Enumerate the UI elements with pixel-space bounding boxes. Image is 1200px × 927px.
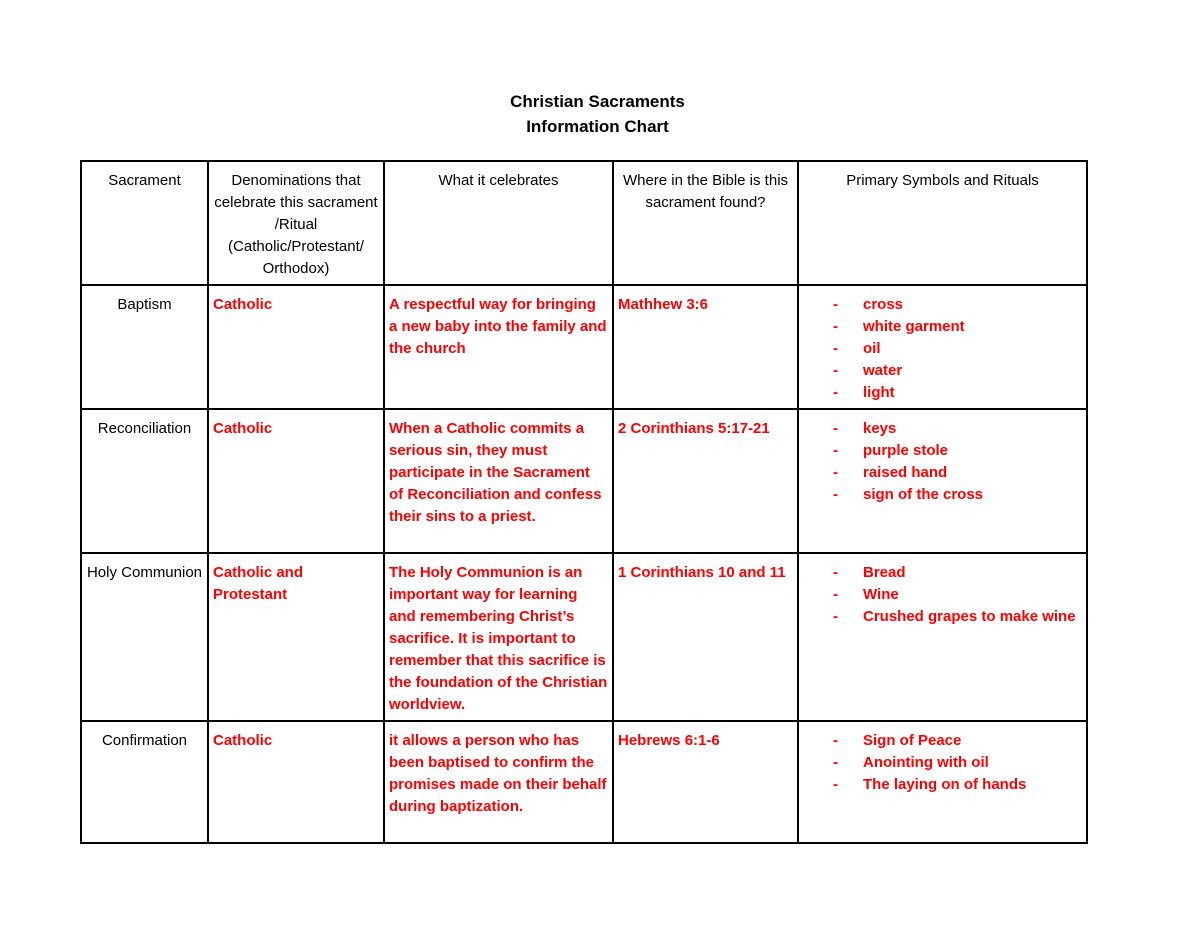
dash-marker: - <box>833 420 838 437</box>
sacraments-table <box>80 160 1088 844</box>
dash-marker: - <box>833 564 838 581</box>
symbol-text: Bread <box>863 564 906 581</box>
title-line-2: Information Chart <box>526 117 669 136</box>
sacrament-cell: Confirmation <box>81 721 208 843</box>
list-item <box>833 382 1082 404</box>
dash-marker: - <box>833 442 838 459</box>
title-line-1: Christian Sacraments <box>510 92 685 111</box>
what-cell: it allows a person who has been baptised to confirm the promises made on their behalf during baptization. <box>384 721 613 843</box>
header-sacrament: Sacrament <box>81 161 208 285</box>
what-cell: A respectful way for bringing a new baby into the family and the church <box>384 285 613 409</box>
symbol-text: raised hand <box>863 464 948 481</box>
symbol-text: Anointing with oil <box>863 754 989 771</box>
symbol-text: water <box>863 362 903 379</box>
dash-marker: - <box>833 486 838 503</box>
dash-marker: - <box>833 464 838 481</box>
header-symbols: Primary Symbols and Rituals <box>798 161 1087 285</box>
header-bible: Where in the Bible is this sacrament found? <box>613 161 798 285</box>
dash-marker: - <box>833 296 838 313</box>
bible-cell: Hebrews 6:1-6 <box>613 721 798 843</box>
dash-marker: - <box>833 776 838 793</box>
symbol-text: oil <box>863 340 881 357</box>
list-item <box>833 418 1082 440</box>
symbol-text: cross <box>863 296 904 313</box>
list-item <box>833 462 1082 484</box>
dash-marker: - <box>833 732 838 749</box>
symbols-cell <box>798 721 1087 843</box>
symbols-cell <box>798 285 1087 409</box>
dash-marker: - <box>833 318 838 335</box>
denominations-cell: Catholic and Protestant <box>208 553 384 721</box>
denominations-cell: Catholic <box>208 285 384 409</box>
symbols-list <box>803 294 1082 404</box>
symbols-list <box>803 562 1082 628</box>
dash-marker: - <box>833 608 838 625</box>
list-item <box>833 360 1082 382</box>
sacrament-cell: Baptism <box>81 285 208 409</box>
symbol-text: light <box>863 384 895 401</box>
symbol-text: purple stole <box>863 442 949 459</box>
document-title <box>0 89 1195 139</box>
list-item <box>833 584 1082 606</box>
table-row <box>81 285 1087 409</box>
dash-marker: - <box>833 340 838 357</box>
list-item <box>833 774 1082 796</box>
list-item <box>833 484 1082 506</box>
sacrament-cell: Reconciliation <box>81 409 208 553</box>
bible-cell: Mathhew 3:6 <box>613 285 798 409</box>
symbol-text: Sign of Peace <box>863 732 962 749</box>
symbol-text: keys <box>863 420 897 437</box>
sacrament-cell: Holy Communion <box>81 553 208 721</box>
list-item <box>833 338 1082 360</box>
list-item <box>833 730 1082 752</box>
table-row <box>81 721 1087 843</box>
symbols-list <box>803 418 1082 506</box>
table-header-row <box>81 161 1087 285</box>
symbol-text: white garment <box>863 318 965 335</box>
dash-marker: - <box>833 384 838 401</box>
list-item <box>833 562 1082 584</box>
what-cell: When a Catholic commits a serious sin, they must participate in the Sacrament of Reconciliation and confess their sins to a priest. <box>384 409 613 553</box>
dash-marker: - <box>833 362 838 379</box>
bible-cell: 1 Corinthians 10 and 11 <box>613 553 798 721</box>
list-item <box>833 294 1082 316</box>
table-row <box>81 553 1087 721</box>
symbols-cell <box>798 553 1087 721</box>
list-item <box>833 316 1082 338</box>
symbol-text: Wine <box>863 586 899 603</box>
symbol-text: Crushed grapes to make wine <box>863 608 1076 625</box>
list-item <box>833 440 1082 462</box>
header-what: What it celebrates <box>384 161 613 285</box>
header-denominations: Denominations that celebrate this sacrament /Ritual (Catholic/Protestant/ Orthodox) <box>208 161 384 285</box>
symbol-text: The laying on of hands <box>863 776 1027 793</box>
symbols-cell <box>798 409 1087 553</box>
table-row <box>81 409 1087 553</box>
dash-marker: - <box>833 754 838 771</box>
symbol-text: sign of the cross <box>863 486 984 503</box>
list-item <box>833 606 1082 628</box>
what-cell: The Holy Communion is an important way for learning and remembering Christ’s sacrifice. It is important to remember that this sacrifice is the foundation of the Christian worldview. <box>384 553 613 721</box>
denominations-cell: Catholic <box>208 409 384 553</box>
dash-marker: - <box>833 586 838 603</box>
denominations-cell: Catholic <box>208 721 384 843</box>
list-item <box>833 752 1082 774</box>
symbols-list <box>803 730 1082 796</box>
bible-cell: 2 Corinthians 5:17-21 <box>613 409 798 553</box>
